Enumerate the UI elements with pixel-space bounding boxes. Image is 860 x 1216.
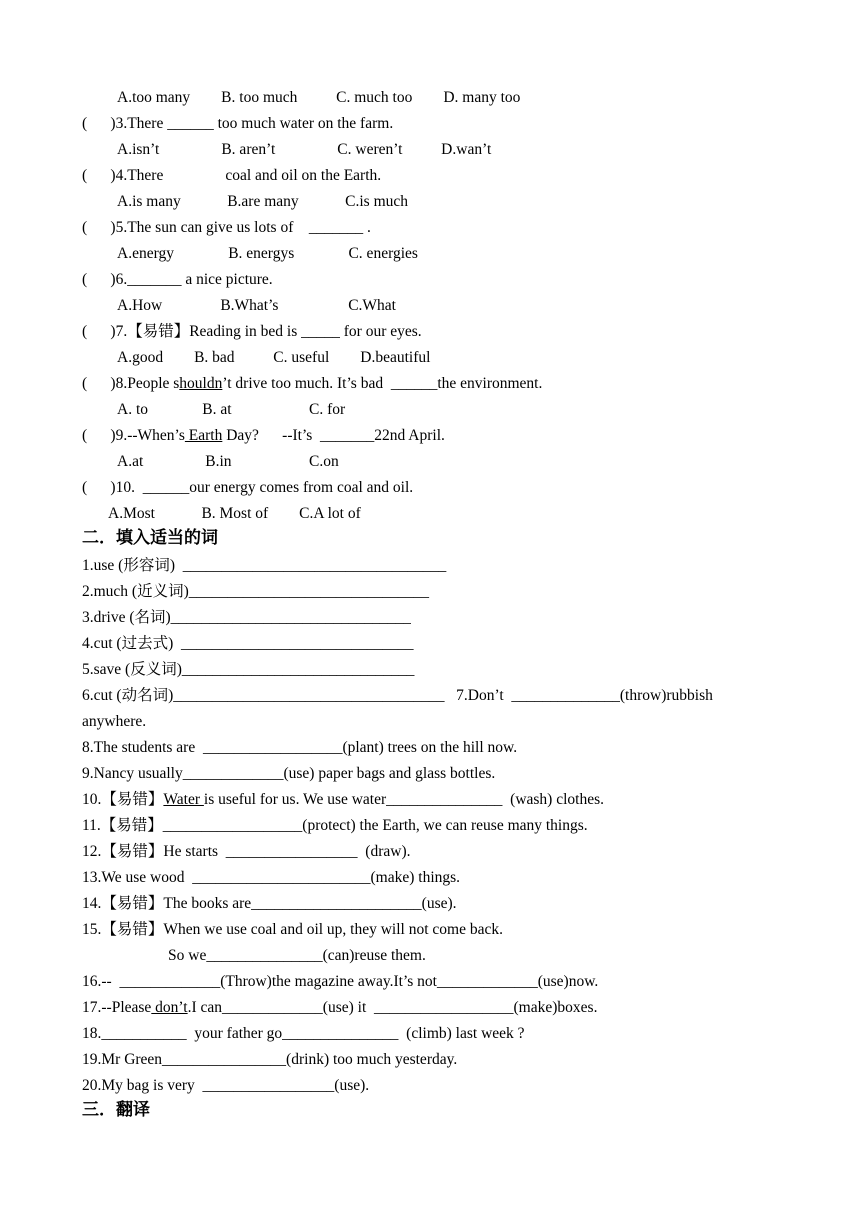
fill-17 [82, 998, 597, 1018]
q6-options: A.How B.What’s C.What [117, 297, 396, 314]
fill-2: 2.much (近义词)_______________________________ [82, 583, 430, 600]
fill-15-continued: So we_______________(can)reuse them. [168, 947, 426, 964]
fill-7-continued: anywhere. [82, 713, 147, 730]
q9-options: A.at B.in C.on [117, 453, 339, 470]
fill-18: 18.___________ your father go_______________ (climb) last week ? [82, 1025, 525, 1042]
q3-options: A.isn’t B. aren’t C. weren’t D.wan’t [117, 141, 492, 158]
fill-10-underlined: Water [163, 791, 204, 808]
fill-17-text-b: .I can_____________(use) it __________________(make)boxes. [187, 999, 598, 1016]
question-5: ( )5.The sun can give us lots of _______ . [82, 219, 371, 236]
question-3: ( )3.There ______ too much water on the farm. [82, 115, 394, 132]
q4-options: A.is many B.are many C.is much [117, 193, 409, 210]
fill-9: 9.Nancy usually_____________(use) paper bags and glass bottles. [82, 765, 496, 782]
q8-text-a: ( )8.People s [82, 375, 180, 392]
section-2-heading: 二．填入适当的词 [82, 528, 218, 548]
q8-text-b: ’t drive too much. It’s bad ______the environment. [222, 375, 543, 392]
fill-17-underlined: don’t [151, 999, 188, 1016]
fill-6-7: 6.cut (动名词)___________________________________ 7.Don’t ______________(throw)rubbish [82, 687, 713, 704]
fill-3: 3.drive (名词)_______________________________ [82, 609, 411, 626]
fill-4: 4.cut (过去式) ______________________________ [82, 635, 414, 652]
fill-15: 15.【易错】When we use coal and oil up, they will not come back. [82, 921, 503, 938]
fill-11: 11.【易错】__________________(protect) the Earth, we can reuse many things. [82, 817, 588, 834]
fill-8: 8.The students are __________________(plant) trees on the hill now. [82, 739, 518, 756]
q8-options: A. to B. at C. for [117, 401, 346, 418]
fill-16: 16.-- _____________(Throw)the magazine away.It’s not_____________(use)now. [82, 973, 599, 990]
q5-options: A.energy B. energys C. energies [117, 245, 418, 262]
q9-text-b: Day? --It’s _______22nd April. [222, 427, 445, 444]
question-10: ( )10. ______our energy comes from coal and oil. [82, 479, 414, 496]
q9-underlined: Earth [184, 427, 223, 444]
fill-10 [82, 790, 604, 810]
fill-5: 5.save (反义词)______________________________ [82, 661, 415, 678]
section-3-heading: 三．翻译 [82, 1100, 150, 1120]
fill-12: 12.【易错】He starts _________________ (draw). [82, 843, 411, 860]
fill-10-text-a: 10.【易错】 [82, 791, 164, 808]
question-9 [82, 426, 445, 446]
q10-options: A.Most B. Most of C.A lot of [108, 505, 361, 522]
fill-14: 14.【易错】The books are______________________(use). [82, 895, 457, 912]
q8-underlined: houldn [179, 375, 223, 392]
question-6: ( )6._______ a nice picture. [82, 271, 273, 288]
question-4: ( )4.There coal and oil on the Earth. [82, 167, 382, 184]
fill-20: 20.My bag is very _________________(use). [82, 1077, 370, 1094]
fill-10-text-b: is useful for us. We use water_______________ (wash) clothes. [203, 791, 604, 808]
fill-13: 13.We use wood _______________________(make) things. [82, 869, 461, 886]
q9-text-a: ( )9.--When’s [82, 427, 185, 444]
fill-17-text-a: 17.--Please [82, 999, 152, 1016]
question-7: ( )7.【易错】Reading in bed is _____ for our eyes. [82, 323, 422, 340]
q7-options: A.good B. bad C. useful D.beautiful [117, 349, 431, 366]
question-8 [82, 374, 542, 394]
q2-options: A.too many B. too much C. much too D. many too [117, 89, 521, 106]
fill-19: 19.Mr Green________________(drink) too much yesterday. [82, 1051, 458, 1068]
fill-1: 1.use (形容词) __________________________________ [82, 557, 447, 574]
